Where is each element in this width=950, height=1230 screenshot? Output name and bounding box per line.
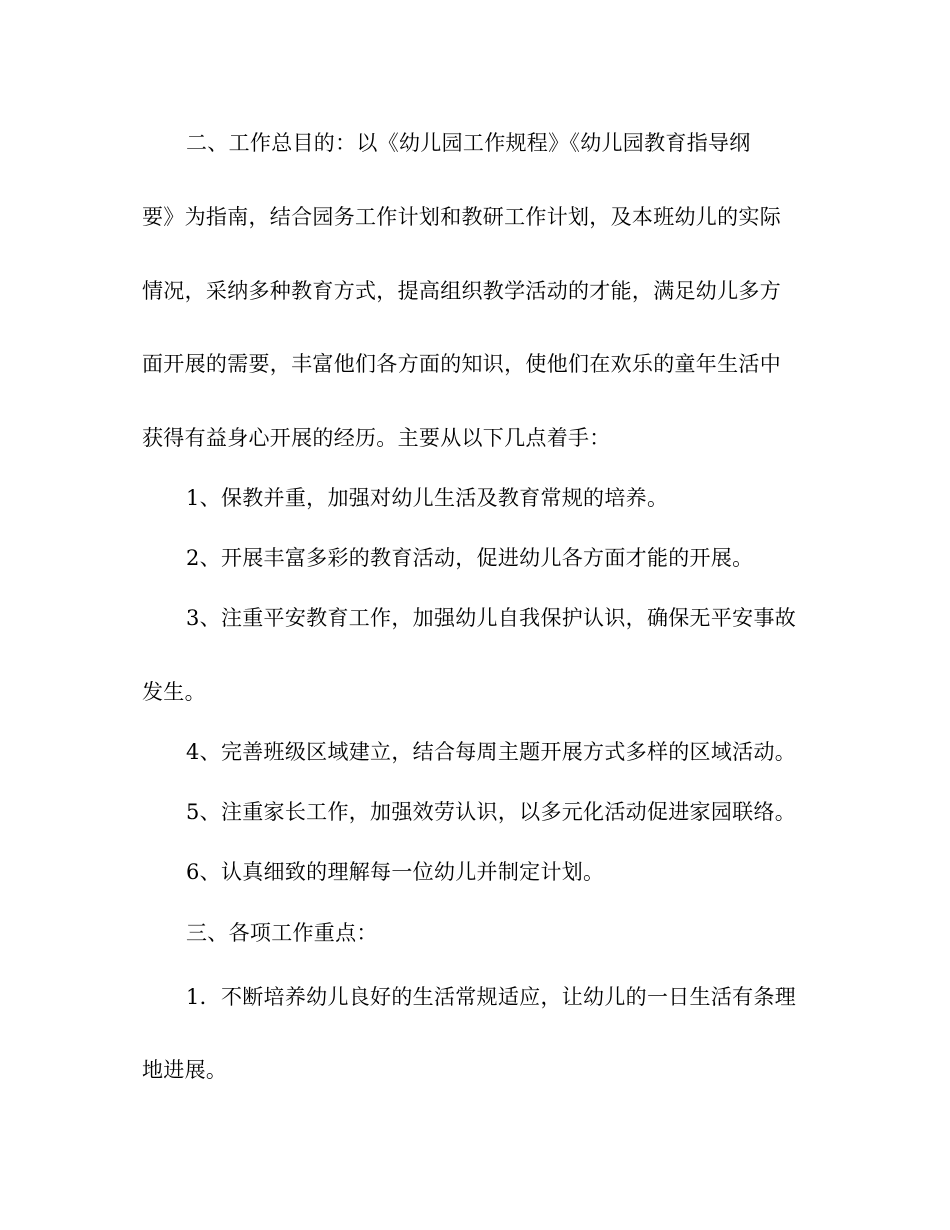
text-line: 面开展的需要，丰富他们各方面的知识，使他们在欢乐的童年生活中 [142,352,781,376]
text-line: 2、开展丰富多彩的教育活动，促进幼儿各方面才能的开展。 [186,546,754,570]
text-line: 1．不断培养幼儿良好的生活常规适应，让幼儿的一日生活有条理 [186,985,797,1009]
text-line: 地进展。 [142,1058,228,1082]
text-line: 二、工作总目的：以《幼儿园工作规程》《幼儿园教育指导纲 [186,131,751,155]
text-line: 获得有益身心开展的经历。主要从以下几点着手： [142,426,611,450]
text-line: 3、注重平安教育工作，加强幼儿自我保护认识，确保无平安事故 [186,606,797,630]
section-heading: 三、各项工作重点： [186,921,378,945]
text-line: 发生。 [142,680,206,704]
text-line: 要》为指南，结合园务工作计划和教研工作计划，及本班幼儿的实际 [142,205,781,229]
text-line: 1、保教并重，加强对幼儿生活及教育常规的培养。 [186,486,669,510]
text-line: 6、认真细致的理解每一位幼儿并制定计划。 [186,860,605,884]
text-line: 4、完善班级区域建立，结合每周主题开展方式多样的区域活动。 [186,740,797,764]
text-line: 情况，采纳多种教育方式，提高组织教学活动的才能，满足幼儿多方 [142,279,781,303]
text-line: 5、注重家长工作，加强效劳认识，以多元化活动促进家园联络。 [186,800,797,824]
